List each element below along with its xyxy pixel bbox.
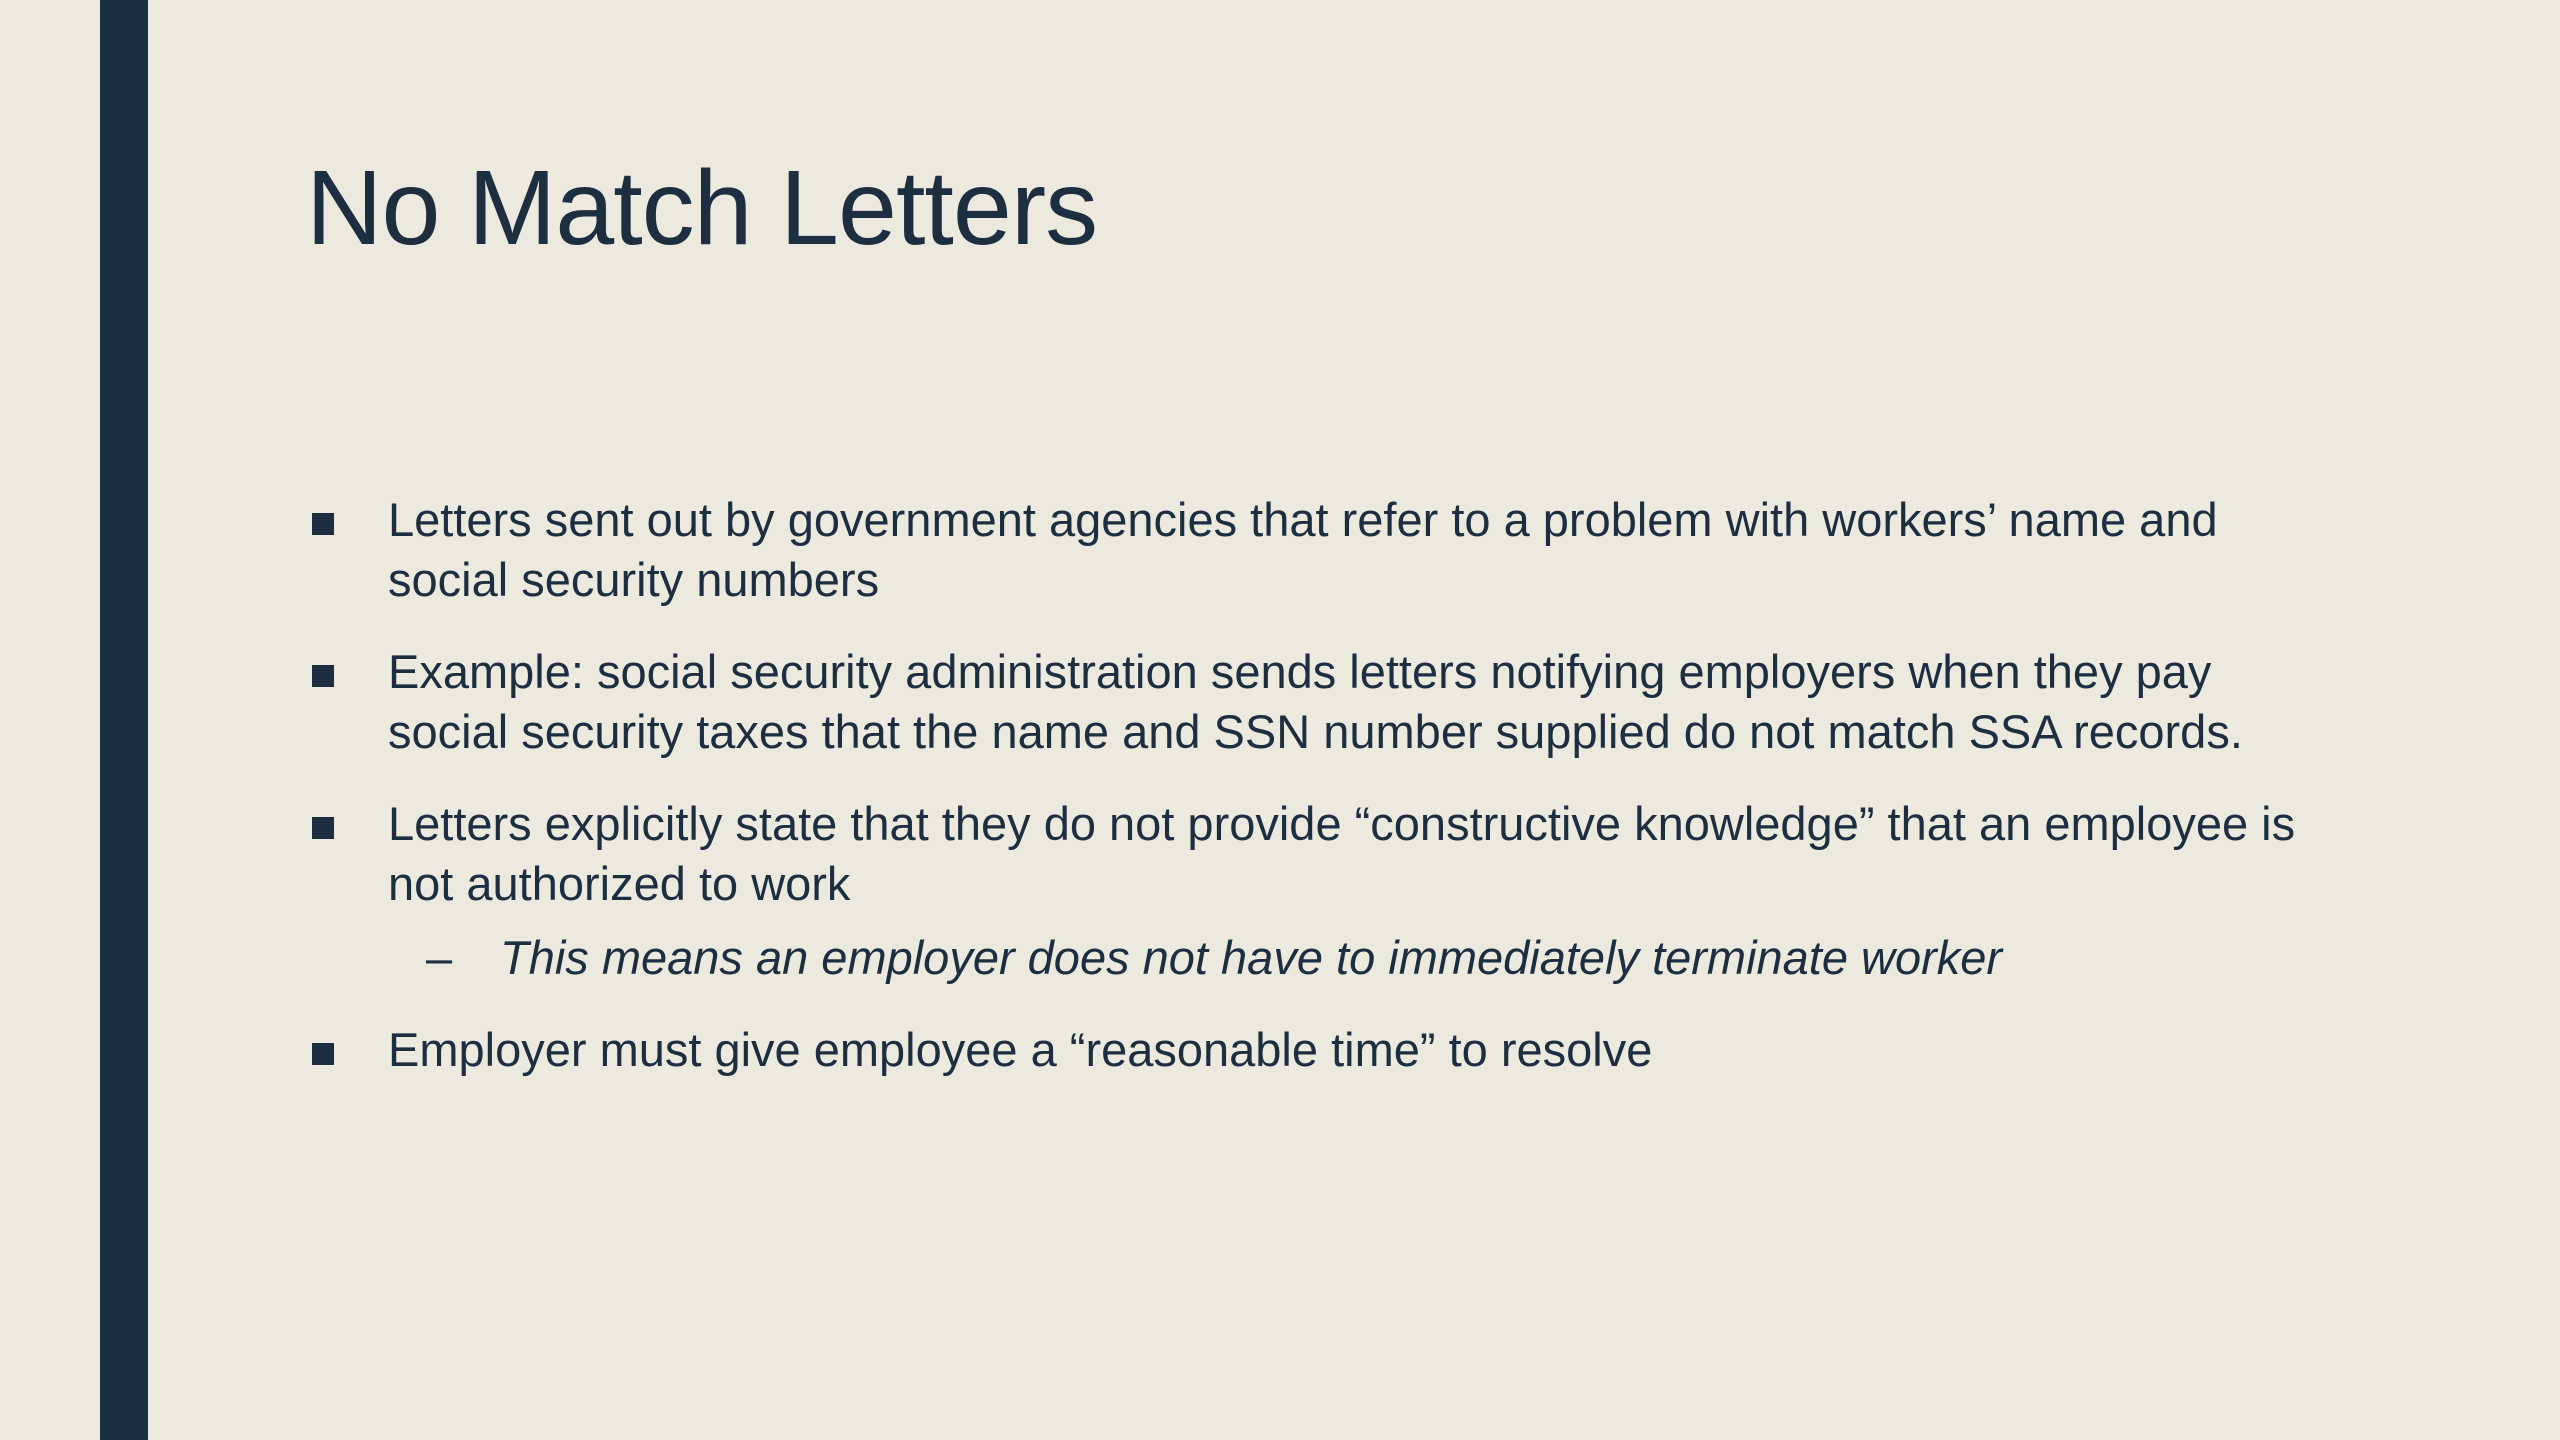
bullet-text: Letters sent out by government agencies that refer to a problem with workers’ name and social security numbers	[388, 493, 2218, 606]
accent-bar	[100, 0, 148, 1440]
sub-bullet-text: This means an employer does not have to immediately terminate worker	[500, 931, 2003, 984]
square-bullet-icon	[312, 513, 334, 535]
bullet-item	[306, 794, 2336, 988]
sub-bullet-list	[388, 928, 2336, 988]
bullet-list	[306, 490, 2336, 1112]
bullet-item	[306, 490, 2336, 610]
square-bullet-icon	[312, 665, 334, 687]
bullet-text: Employer must give employee a “reasonable time” to resolve	[388, 1023, 1653, 1076]
bullet-text: Example: social security administration sends letters notifying employers when they pay social security taxes that the name and SSN number supplied do not match SSA records.	[388, 645, 2243, 758]
bullet-text: Letters explicitly state that they do not provide “constructive knowledge” that an employee is not authorized to work	[388, 797, 2296, 910]
sub-bullet-item	[388, 928, 2336, 988]
bullet-item	[306, 1020, 2336, 1080]
dash-bullet-icon: –	[426, 931, 453, 984]
slide-title: No Match Letters	[306, 149, 1098, 267]
square-bullet-icon	[312, 817, 334, 839]
square-bullet-icon	[312, 1043, 334, 1065]
bullet-item	[306, 642, 2336, 762]
